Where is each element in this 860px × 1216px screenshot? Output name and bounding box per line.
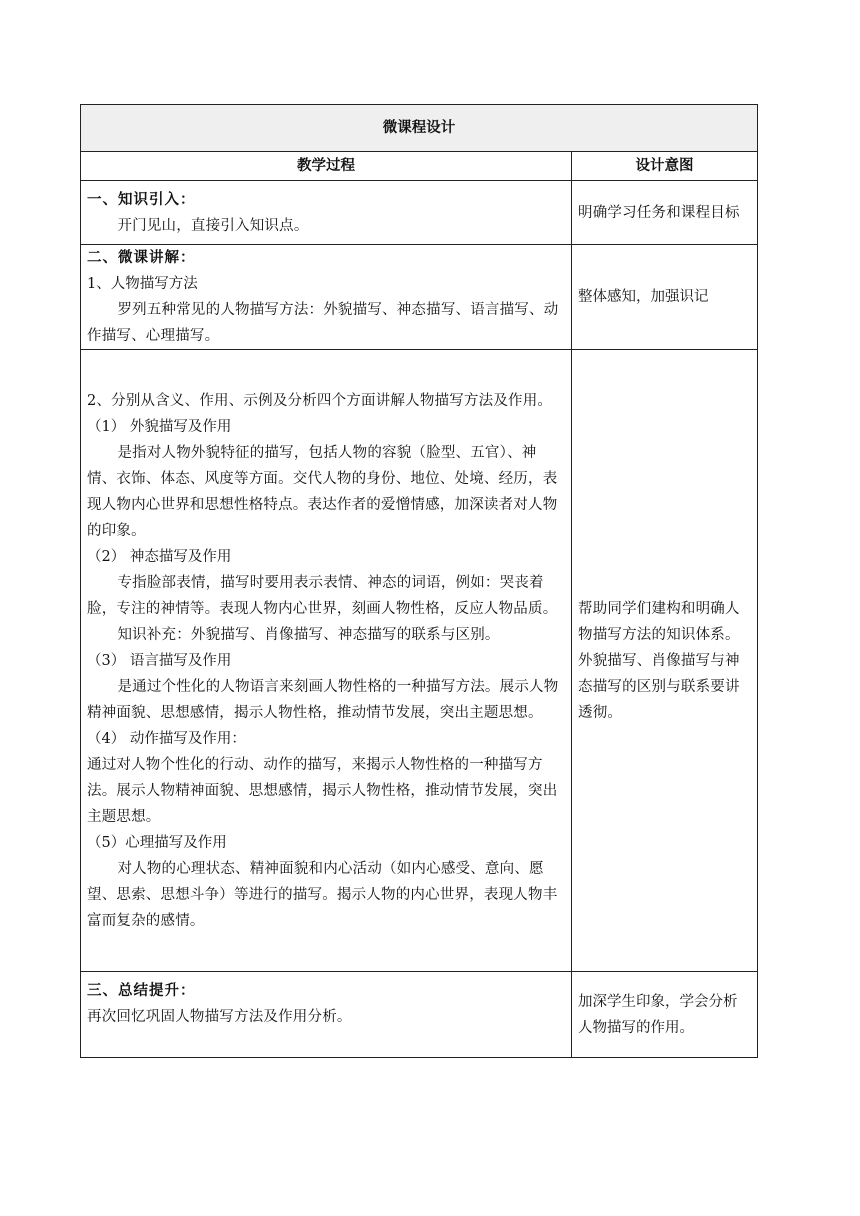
section3-intent	[572, 350, 758, 972]
section4-process	[81, 972, 572, 1058]
section3-intro: 2、分别从含义、作用、示例及分析四个方面讲解人物描写方法及作用。	[87, 392, 553, 409]
item2-extra: 知识补充：外貌描写、肖像描写、神态描写的联系与区别。	[117, 626, 500, 643]
section1-intent: 明确学习任务和课程目标	[572, 181, 758, 245]
item2-title: （2） 神态描写及作用	[87, 548, 232, 565]
section4-text: 再次回忆巩固人物描写方法及作用分析。	[87, 1009, 352, 1025]
item5-text: 对人物的心理状态、精神面貌和内心活动（如内心感受、意向、愿望、思索、思想斗争）等进行的描写。揭示人物的内心世界，表现人物丰富而复杂的感情。	[87, 860, 558, 929]
lesson-design-table	[80, 104, 758, 1058]
section2-intent: 整体感知，加强识记	[572, 245, 758, 350]
table-title: 微课程设计	[81, 105, 758, 152]
section1-text: 开门见山，直接引入知识点。	[117, 217, 309, 234]
section2-heading: 二、微课讲解：	[87, 249, 196, 266]
item1-title: （1） 外貌描写及作用	[87, 418, 232, 435]
item3-text: 是通过个性化的人物语言来刻画人物性格的一种描写方法。展示人物精神面貌、思想感情，揭示人物性格，推动情节发展，突出主题思想。	[87, 678, 559, 721]
item4-text: 通过对人物个性化的行动、动作的描写，来揭示人物性格的一种描写方法。展示人物精神面貌、思想感情，揭示人物性格，推动情节发展，突出主题思想。	[87, 756, 558, 825]
table-row	[81, 972, 758, 1058]
header-intent: 设计意图	[572, 152, 758, 181]
header-process: 教学过程	[81, 152, 572, 181]
section4-intent: 加深学生印象，学会分析人物描写的作用。	[572, 972, 758, 1058]
section3-intent-1: 帮助同学们建构和明确人物描写方法的知识体系。	[578, 600, 740, 643]
item2-text: 专指脸部表情，描写时要用表示表情、神态的词语，例如：哭丧着脸，专注的神情等。表现人物内心世界，刻画人物性格，反应人物品质。	[87, 574, 558, 617]
table-row	[81, 245, 758, 350]
section3-intent-2: 外貌描写、肖像描写与神态描写的区别与联系要讲透彻。	[578, 652, 740, 721]
section3-process	[81, 350, 572, 972]
item1-text: 是指对人物外貌特征的描写，包括人物的容貌（脸型、五官）、神情、衣饰、体态、风度等方面。交代人物的身份、地位、处境、经历，表现人物内心世界和思想性格特点。表达作者的爱憎情感，加深读者对人物的印象。	[87, 444, 558, 539]
item4-title: （4） 动作描写及作用：	[87, 730, 246, 747]
item5-title: （5）心理描写及作用	[87, 834, 227, 851]
table-row	[81, 350, 758, 972]
section1-process	[81, 181, 572, 245]
section2-sub1-text: 罗列五种常见的人物描写方法：外貌描写、神态描写、语言描写、动作描写、心理描写。	[87, 302, 559, 344]
section4-heading: 三、总结提升：	[87, 982, 196, 999]
section1-heading: 一、知识引入：	[87, 190, 196, 208]
item3-title: （3） 语言描写及作用	[87, 652, 232, 669]
section2-process	[81, 245, 572, 350]
section2-sub1: 1、人物描写方法	[87, 276, 198, 292]
table-row	[81, 181, 758, 245]
